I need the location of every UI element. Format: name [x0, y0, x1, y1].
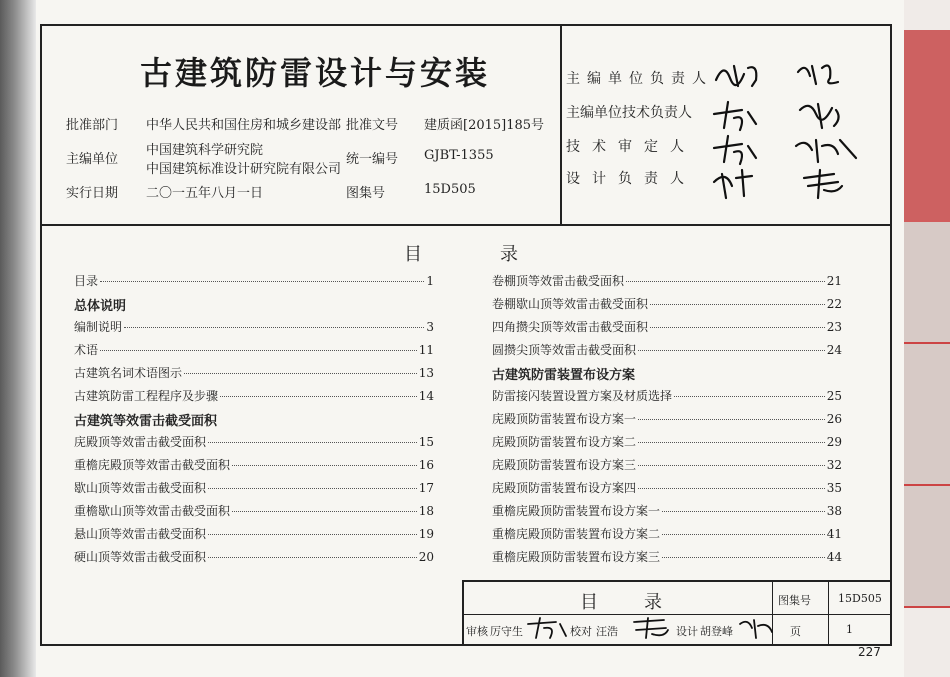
toc-leader-dots [638, 488, 825, 489]
toc-leader-dots [220, 396, 417, 397]
toc-entry-page: 23 [826, 320, 842, 334]
toc-entry-page: 14 [418, 389, 434, 403]
toc-leader-dots [638, 419, 825, 420]
toc-entry-title: 庑殿顶防雷装置布设方案三 [492, 458, 637, 472]
approval-dept-label: 批准部门 [66, 118, 119, 133]
toc-entry-page: 19 [418, 527, 434, 541]
toc-leader-dots [100, 350, 417, 351]
toc-leader-dots [626, 281, 825, 282]
toc-entry-title: 重檐庑殿顶等效雷击截受面积 [74, 458, 231, 472]
toc-heading-2: 录 [500, 244, 518, 265]
toc-entry-page: 44 [826, 550, 842, 564]
toc-entry-title: 圆攒尖顶等效雷击截受面积 [492, 343, 637, 357]
toc-entry-page: 20 [418, 550, 434, 564]
document-title: 古建筑防雷设计与安装 [140, 54, 491, 92]
toc-leader-dots [232, 511, 417, 512]
toc-entry-title: 卷棚歇山顶等效雷击截受面积 [492, 297, 649, 311]
toc-entry-title: 防雷接闪装置设置方案及材质选择 [492, 389, 673, 403]
titleblock-check-label: 校对 [570, 625, 592, 638]
toc-entry [492, 295, 842, 312]
toc-entry-page: 13 [418, 366, 434, 380]
toc-entry-page: 22 [826, 297, 842, 311]
resp-role-4: 设计负责人 [566, 171, 696, 187]
toc-entry [74, 548, 434, 565]
titleblock-heading-2: 录 [644, 592, 662, 613]
toc-leader-dots [650, 304, 825, 305]
titleblock-atlas-no: 15D505 [838, 592, 882, 605]
book-spine-shadow [0, 0, 36, 677]
atlas-no-label: 图集号 [346, 186, 386, 201]
unified-no-value: GJBT-1355 [424, 148, 494, 163]
titleblock-col-line-2 [828, 580, 829, 646]
toc-entry-title: 重檐庑殿顶防雷装置布设方案一 [492, 504, 661, 518]
toc-entry-title: 古建筑防雷工程程序及步骤 [74, 389, 219, 403]
toc-entry [74, 456, 434, 473]
toc-leader-dots [208, 534, 417, 535]
toc-entry-title: 四角攒尖顶等效雷击截受面积 [492, 320, 649, 334]
toc-entry-title: 重檐庑殿顶防雷装置布设方案二 [492, 527, 661, 541]
toc-section-heading [74, 295, 434, 314]
side-tab-3 [904, 344, 950, 486]
toc-right-column [492, 272, 842, 572]
toc-leader-dots [662, 534, 825, 535]
toc-section-heading [74, 410, 434, 429]
toc-entry-page: 41 [826, 527, 842, 541]
toc-entry-page: 38 [826, 504, 842, 518]
resp-role-3: 技术审定人 [566, 139, 696, 155]
toc-entry-page: 24 [826, 343, 842, 357]
effective-date-label: 实行日期 [66, 186, 119, 201]
toc-entry-page: 17 [418, 481, 434, 495]
titleblock-signatures-graphic [526, 616, 776, 642]
toc-entry-page: 25 [826, 389, 842, 403]
toc-leader-dots [208, 557, 417, 558]
toc-entry-page: 26 [826, 412, 842, 426]
toc-entry [492, 318, 842, 335]
toc-entry-title: 硬山顶等效雷击截受面积 [74, 550, 207, 564]
toc-entry [74, 364, 434, 381]
toc-entry-title: 总体说明 [74, 299, 127, 314]
toc-entry [492, 272, 842, 289]
toc-entry-title: 重檐庑殿顶防雷装置布设方案三 [492, 550, 661, 564]
toc-entry [492, 433, 842, 450]
side-tab-2 [904, 222, 950, 344]
toc-leader-dots [662, 511, 825, 512]
toc-entry [74, 387, 434, 404]
toc-entry-title: 古建筑等效雷击截受面积 [74, 414, 218, 429]
titleblock-review-label: 审核 [466, 625, 488, 638]
titleblock-review-name: 厉守生 [490, 625, 523, 638]
toc-entry-title: 庑殿顶防雷装置布设方案一 [492, 412, 637, 426]
atlas-no-value: 15D505 [424, 182, 476, 197]
toc-entry-page: 11 [418, 343, 434, 357]
toc-entry [74, 272, 434, 289]
toc-entry-page: 35 [826, 481, 842, 495]
toc-entry-title: 庑殿顶防雷装置布设方案二 [492, 435, 637, 449]
toc-section-heading [492, 364, 842, 383]
toc-entry [74, 525, 434, 542]
toc-entry-title: 术语 [74, 343, 99, 357]
toc-entry-page: 29 [826, 435, 842, 449]
titleblock-atlas-label: 图集号 [778, 594, 811, 607]
toc-entry [74, 479, 434, 496]
toc-entry [492, 479, 842, 496]
toc-entry [492, 456, 842, 473]
toc-heading-1: 目 [404, 244, 422, 265]
titleblock-left-line [462, 580, 464, 646]
toc-entry [492, 502, 842, 519]
resp-role-2: 主编单位技术负责人 [566, 105, 692, 121]
chief-unit-value-1: 中国建筑科学研究院 [146, 143, 264, 158]
toc-entry [492, 548, 842, 565]
toc-entry-title: 目录 [74, 274, 99, 288]
toc-leader-dots [184, 373, 417, 374]
titleblock-check-name: 汪浩 [596, 625, 618, 638]
toc-entry-page: 21 [826, 274, 842, 288]
side-tabs [904, 0, 950, 677]
chief-unit-label: 主编单位 [66, 152, 119, 167]
titleblock-page-no: 1 [846, 623, 853, 636]
chief-unit-value-2: 中国建筑标准设计研究院有限公司 [146, 162, 342, 177]
header-divider [40, 224, 892, 226]
toc-leader-dots [650, 327, 825, 328]
toc-leader-dots [208, 488, 417, 489]
toc-leader-dots [638, 442, 825, 443]
unified-no-label: 统一编号 [346, 152, 399, 167]
toc-entry [74, 341, 434, 358]
toc-leader-dots [100, 281, 424, 282]
toc-entry [74, 433, 434, 450]
toc-entry-page: 18 [418, 504, 434, 518]
toc-entry [492, 341, 842, 358]
titleblock-page-label: 页 [790, 625, 801, 638]
approval-dept-value: 中华人民共和国住房和城乡建设部 [146, 118, 342, 133]
toc-leader-dots [674, 396, 825, 397]
toc-entry-title: 悬山顶等效雷击截受面积 [74, 527, 207, 541]
titleblock-design-label: 设计 [676, 625, 698, 638]
titleblock-design-name: 胡登峰 [700, 625, 733, 638]
toc-leader-dots [124, 327, 424, 328]
toc-leader-dots [638, 465, 825, 466]
toc-entry-title: 庑殿顶防雷装置布设方案四 [492, 481, 637, 495]
toc-entry-title: 歇山顶等效雷击截受面积 [74, 481, 207, 495]
signatures-graphic [712, 58, 872, 208]
side-tab-1 [904, 30, 950, 222]
toc-entry-title: 古建筑防雷装置布设方案 [492, 368, 636, 383]
effective-date-value: 二〇一五年八月一日 [146, 186, 264, 201]
approval-doc-label: 批准文号 [346, 118, 399, 133]
toc-leader-dots [232, 465, 417, 466]
toc-entry-title: 古建筑名词术语图示 [74, 366, 183, 380]
toc-entry [74, 502, 434, 519]
toc-leader-dots [638, 350, 825, 351]
toc-entry-page: 15 [418, 435, 434, 449]
toc-entry [74, 318, 434, 335]
toc-entry-page: 32 [826, 458, 842, 472]
toc-entry-page: 16 [418, 458, 434, 472]
titleblock-heading-1: 目 [580, 592, 598, 613]
toc-entry-page: 3 [426, 320, 434, 334]
toc-entry-title: 庑殿顶等效雷击截受面积 [74, 435, 207, 449]
toc-entry-page: 1 [426, 274, 434, 288]
header-vertical-divider [560, 24, 562, 224]
toc-entry [492, 525, 842, 542]
toc-entry-title: 卷棚顶等效雷击截受面积 [492, 274, 625, 288]
toc-entry [492, 410, 842, 427]
approval-doc-value: 建质函[2015]185号 [424, 118, 545, 133]
toc-leader-dots [662, 557, 825, 558]
side-tab-4 [904, 486, 950, 608]
resp-role-1: 主编单位负责人 [566, 71, 713, 87]
toc-leader-dots [208, 442, 417, 443]
toc-entry-title: 编制说明 [74, 320, 123, 334]
book-page-number: 227 [858, 645, 881, 659]
toc-left-column [74, 272, 434, 572]
toc-entry-title: 重檐歇山顶等效雷击截受面积 [74, 504, 231, 518]
toc-entry [492, 387, 842, 404]
